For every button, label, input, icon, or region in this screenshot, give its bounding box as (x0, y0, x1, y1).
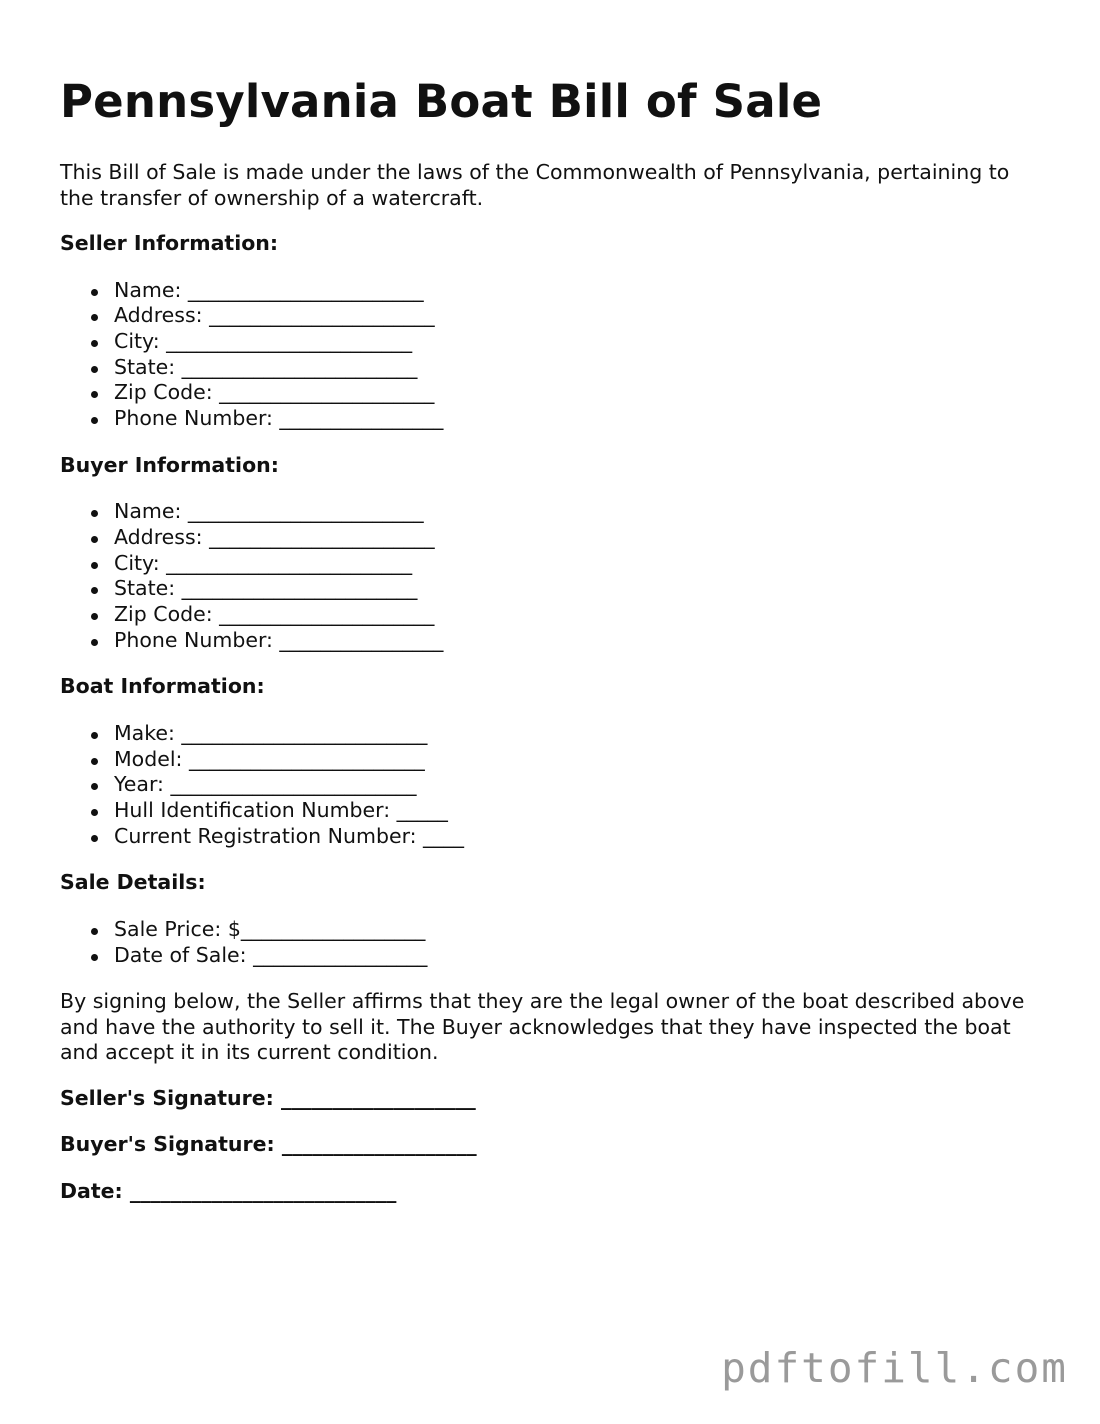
buyer-name-field[interactable]: Name: _______________________ (60, 499, 1040, 525)
document-page (60, 74, 1040, 1225)
sale-date-field[interactable]: Date of Sale: _________________ (60, 943, 1040, 969)
seller-signature-field[interactable]: Seller's Signature: ___________________ (60, 1085, 476, 1110)
buyer-address-field[interactable]: Address: ______________________ (60, 525, 1040, 551)
buyer-phone-field[interactable]: Phone Number: ________________ (60, 628, 1040, 654)
signature-date-field[interactable]: Date: __________________________ (60, 1178, 397, 1203)
boat-fields-list (60, 721, 1040, 850)
intro-paragraph: This Bill of Sale is made under the laws of the Commonwealth of Pennsylvania, pertaining to the transfer of ownership of a watercraft. (60, 160, 1010, 210)
sale-price-field[interactable]: Sale Price: $__________________ (60, 917, 1040, 943)
buyer-zip-field[interactable]: Zip Code: _____________________ (60, 602, 1040, 628)
boat-make-field[interactable]: Make: ________________________ (60, 721, 1040, 747)
boat-year-field[interactable]: Year: ________________________ (60, 772, 1040, 798)
affirmation-paragraph: By signing below, the Seller affirms that they are the legal owner of the boat described above and have the authority to sell it. The Buyer acknowledges that they have inspected the boat and accept it in its current condition. (60, 989, 1025, 1065)
boat-model-field[interactable]: Model: _______________________ (60, 747, 1040, 773)
buyer-fields-list (60, 499, 1040, 653)
buyer-heading: Buyer Information: (60, 452, 279, 477)
seller-city-field[interactable]: City: ________________________ (60, 329, 1040, 355)
sale-heading: Sale Details: (60, 870, 206, 895)
boat-heading: Boat Information: (60, 674, 265, 699)
boat-hull-id-field[interactable]: Hull Identification Number: _____ (60, 798, 1040, 824)
sale-fields-list (60, 917, 1040, 968)
buyer-city-field[interactable]: City: ________________________ (60, 551, 1040, 577)
boat-registration-field[interactable]: Current Registration Number: ____ (60, 824, 1040, 850)
buyer-signature-field[interactable]: Buyer's Signature: ___________________ (60, 1132, 477, 1157)
watermark: pdftofill.com (721, 1344, 1068, 1392)
page-title: Pennsylvania Boat Bill of Sale (60, 75, 823, 128)
seller-name-field[interactable]: Name: _______________________ (60, 278, 1040, 304)
seller-state-field[interactable]: State: _______________________ (60, 355, 1040, 381)
seller-fields-list (60, 278, 1040, 432)
seller-phone-field[interactable]: Phone Number: ________________ (60, 406, 1040, 432)
seller-heading: Seller Information: (60, 231, 279, 255)
seller-address-field[interactable]: Address: ______________________ (60, 303, 1040, 329)
buyer-state-field[interactable]: State: _______________________ (60, 576, 1040, 602)
seller-zip-field[interactable]: Zip Code: _____________________ (60, 380, 1040, 406)
